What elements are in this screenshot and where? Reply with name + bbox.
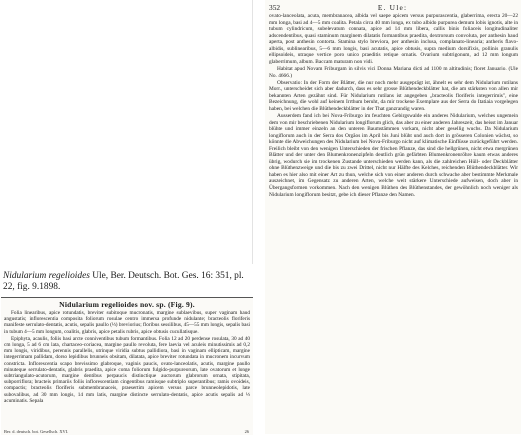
- observation-paragraph: Observatio: In der Form der Blätter, die nur noch mehr ausgeprägt ist, ähnelt es sehr dem Nidularium rutilans Morr., unterscheidet sich aber dadurch, dass es sehr grosse Blüthendeckblätter hat, die am stärksten von allen mir bekannten Arten gezähnt sind. Für Nidularium rutilans ist angegeben „bracteolis floriferis integerrimis", eine Bezeichnung, die wohl auf keinem Irrthum beruht, da mir trockene Exemplare aus der Serra do Itatiaia vorgelegen haben, bei welchen die Blüthendeckblätter in der That ganzrandig waren.: [269, 79, 518, 112]
- running-head: E. Ule:: [377, 3, 408, 12]
- page-number: 352: [269, 3, 281, 12]
- habitat-paragraph: Habitat apud Novam Friburgam in silvis vici Donna Mariana dicti ad 1100 m altitudinis; floret Januario. (Ule No. 4666.): [269, 65, 518, 79]
- page-body: [265, 13, 521, 198]
- footer-number: 26: [244, 429, 249, 434]
- paragraph-continued: ovato-lanceolata, acuta, membranacea, albida vel saepe apicem versus purpurascentia, glaberrima, erecta 20—22 mm longa, basi ad 4—5 mm coalita. Petala circa 40 mm longa, ex tubo albido purpurea demum lobis ignotis, alte in tubum cylindricum, subelevatum connata, apice ad 14 mm libera, callis binis foliaceis longitudinaliter adscendentibus, quasi staminum marginem dilatatis formantibus praedita, dextrorsum convoluta, per anthesin haud aperta, post anthesin contorta. Stamina stylo breviora, per anthesin inclusa, complanato-linearia; antheris flavo-albidis, sublinearibus, 5—6 mm longis, basi acutatis, apice obtusis, supra medium dorsifixis, pollinis granulis ellipsoideis, utraque vertice poro unico praeditis retique ornatis. Ovarium subtrigonum, ad 12 mm longum glaberrimum, album. Baccam maturam non vidi.: [269, 13, 518, 65]
- page-header: [265, 0, 521, 13]
- latin-description: [1, 310, 253, 404]
- species-heading: Nidularium regelioides nov. sp. (Fig. 9).: [59, 300, 195, 309]
- description-paragraph: Epiphyta, acaulis, foliis basi arcte conniventibus tubum formantibus. Folia 12 ad 20 perdense rosulata, 30 ad 40 cm longa, 5 ad 6 cm lata, chartaceo-coriacea, margine paullo revoluta, fere laevia vel aculeis minutissimis ad 0,2 mm longis, viridibus, perennis parallelis, utrinque viridia subtus pallidiora, basi in vaginam ellipticam, margine integerrimam pallidam, dorso lepidibus brunneis obsitam, dilatata, apice breviter rotundata in mucronem incurvum constricta. Inflorescentia scapo brevissimo glabroque, vaginis paucis, ovato-lanceolatis, acutis, margine paullo minuteque serrulato-dentatis, glabris praedita, apice coma foliorum fulgido-purpureorum, late ovatorum et longe subtriangulato-acutorum, margine dentibus perpaucis distinctique auctorum glabrorum ornata, stipitata, subporriflora; bracteis primariis foliis inflorescentiam cingentibus ramisque subtriplo superantibus; ramis ovoideis, compactis; bracteolis floriferis submembranaceis, praesertim apicem versus parce brunneolepidotis, late subovalibus, ad 30 mm longis, 14 mm latis, margine distincte serrulato-dentatis, apice acutis sepalis ad ⅓ acuminatis. Sepala: [4, 335, 250, 404]
- figure-caption: [3, 271, 251, 293]
- page-footer: [4, 429, 249, 434]
- footer-journal: Ber. d. deutsch. bot. Gesellsch. XVI.: [4, 429, 69, 434]
- specimen-image-area: [0, 0, 253, 264]
- citation: Ule, Ber. Deutsch. Bot. Ges. 16: 351, pl. 22, fig. 9.1898.: [3, 271, 244, 293]
- species-name: Nidularium regelioides: [3, 271, 90, 281]
- left-page-excerpt: [1, 297, 253, 435]
- diagnosis-paragraph: Folia linearibus, apice rotundatis, breviter subitoque mucronatis, margine sublaevibus, super vaginam haud angustatis; inflorescentia composita foliorum rosulae centro immersa profunde nidulante; bracteolis floriferis manifeste serrulato-dentatis, acutis, sepalis paullo (⅓) breviorius; floribus sessilibus, 45—55 mm longis, sepalis basi in tubum 4—5 mm longum, coalitis, glabris, apice petalis rubris, apice obtusis cucullatisque.: [4, 310, 250, 335]
- right-page-scan: [265, 0, 521, 434]
- discussion-paragraph: Ausserdem fand ich bei Nova-Friburgo im feuchten Gebirgswalde ein anderes Nidularium, welches ungemein dem von mir beschriebenen Nidularium longiflorum glich, das aber zu einer anderen Jahreszeit, das heisst im Januar blühte und immer einzeln an den unteren Baumstämmen vorkam, nicht aber gesellig wuchs. Da Nidularium longiflorum auch in der Serra dos Orgãos im April bis Juni blüht und auch dort in grösseren Colonien wächst, so könnte die Abweichungen des Nidularium bei Nova-Friburgo nicht auf klimatische Einflüsse zurückgeführt werden. Freilich bleibt von den wenigen Unterschieden der frischen Pflanze, das sind die hellgrünen, nicht etwa mergrünen Blätter und der unter den Blumenkronenzipfeln deutlich grün gefärbten Blumenkronenröhre kaum etwas anderes übrig, wodurch sie im trockenen Zustande unterschieden werden kann, als die zahlreichen Hüll- oder Deckblätter ohne Blüthenzweige und die bis zu zwei Drittel, nicht nur Hälfte des Kelches, reichenden Blüthendeckblätter. Wir haben es hier also mit einer Art zu thun, welche sich von einer anderen durch schwache aber bestimmte Merkmale auszeichnet, im Gegensatz zu anderen Arten, welche weit stärkere Unterschiede aufweisen, doch aber in Übergangsformen vorkommen. Nach den wenigen Blüthen des Blüthenstandes, der gewöhnlich noch weniger als Nidularium longiflorum besitzt, gebe ich dieser Pflanze den Namen.: [269, 112, 518, 198]
